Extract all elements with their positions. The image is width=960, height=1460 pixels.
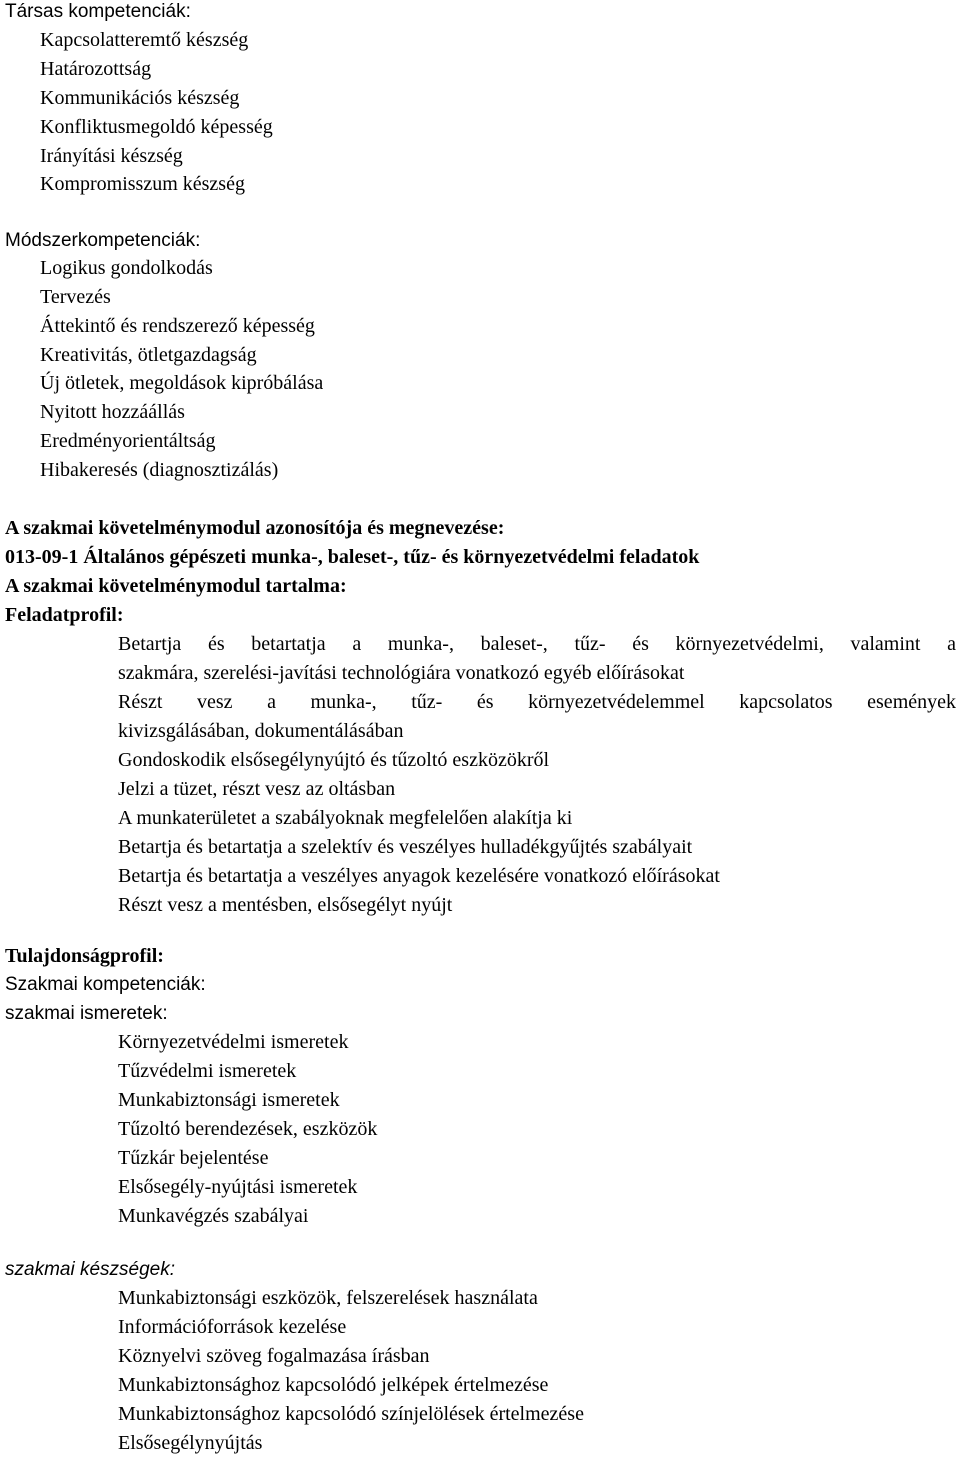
feladatprofil-item: kivizsgálásában, dokumentálásában [118, 720, 404, 742]
feladatprofil-item: Gondoskodik elsősegélynyújtó és tűzoltó eszközökről [118, 749, 550, 771]
ismeret-item: Tűzoltó berendezések, eszközök [118, 1118, 378, 1140]
tarsas-heading: Társas kompetenciák: [5, 1, 191, 22]
modszer-item: Kreativitás, ötletgazdagság [40, 344, 257, 366]
feladatprofil-item: Betartja és betartatja a munka-, baleset-, tűz- és környezetvédelmi, valamint a [118, 633, 956, 655]
modul-id-value: 013-09-1 Általános gépészeti munka-, baleset-, tűz- és környezetvédelmi feladatok [5, 546, 700, 568]
feladatprofil-item: Részt vesz a munka-, tűz- és környezetvédelemmel kapcsolatos események [118, 691, 956, 713]
modul-id-heading: A szakmai követelménymodul azonosítója és megnevezése: [5, 517, 505, 539]
szakmai-kompetenciak-heading: Szakmai kompetenciák: [5, 974, 206, 995]
keszseg-item: Elsősegélynyújtás [118, 1432, 263, 1454]
tulajdonsag-heading: Tulajdonságprofil: [5, 945, 164, 967]
feladatprofil-item: Betartja és betartatja a veszélyes anyagok kezelésére vonatkozó előírásokat [118, 865, 720, 887]
ismeret-item: Munkabiztonsági ismeretek [118, 1089, 340, 1111]
feladatprofil-item: Jelzi a tüzet, részt vesz az oltásban [118, 778, 396, 800]
tarsas-item: Kommunikációs készség [40, 87, 240, 109]
ismeret-item: Környezetvédelmi ismeretek [118, 1031, 349, 1053]
keszseg-item: Munkabiztonsághoz kapcsolódó jelképek értelmezése [118, 1374, 549, 1396]
modul-content-heading: A szakmai követelménymodul tartalma: [5, 575, 347, 597]
ismeret-item: Elsősegély-nyújtási ismeretek [118, 1176, 358, 1198]
modszer-item: Eredményorientáltság [40, 430, 216, 452]
feladatprofil-item: A munkaterületet a szabályoknak megfelelően alakítja ki [118, 807, 573, 829]
tarsas-item: Konfliktusmegoldó képesség [40, 116, 273, 138]
szakmai-ismeretek-heading: szakmai ismeretek: [5, 1003, 168, 1024]
modszer-item: Tervezés [40, 286, 111, 308]
szakmai-keszsegek-heading: szakmai készségek: [5, 1259, 176, 1280]
tarsas-item: Határozottság [40, 58, 152, 80]
ismeret-item: Tűzkár bejelentése [118, 1147, 269, 1169]
keszseg-item: Köznyelvi szöveg fogalmazása írásban [118, 1345, 430, 1367]
feladatprofil-heading: Feladatprofil: [5, 604, 124, 626]
modszer-item: Hibakeresés (diagnosztizálás) [40, 459, 279, 481]
keszseg-item: Munkabiztonsághoz kapcsolódó színjelölések értelmezése [118, 1403, 584, 1425]
tarsas-item: Kompromisszum készség [40, 173, 245, 195]
feladatprofil-item: szakmára, szerelési-javítási technológiára vonatkozó egyéb előírásokat [118, 662, 685, 684]
tarsas-item: Kapcsolatteremtő készség [40, 29, 249, 51]
feladatprofil-item: Részt vesz a mentésben, elsősegélyt nyújt [118, 894, 453, 916]
modszer-item: Áttekintő és rendszerező képesség [40, 315, 315, 337]
tarsas-item: Irányítási készség [40, 145, 183, 167]
ismeret-item: Tűzvédelmi ismeretek [118, 1060, 297, 1082]
ismeret-item: Munkavégzés szabályai [118, 1205, 309, 1227]
modszer-item: Logikus gondolkodás [40, 257, 213, 279]
modszer-item: Új ötletek, megoldások kipróbálása [40, 372, 324, 394]
keszseg-item: Információforrások kezelése [118, 1316, 347, 1338]
feladatprofil-item: Betartja és betartatja a szelektív és veszélyes hulladékgyűjtés szabályait [118, 836, 693, 858]
modszer-heading: Módszerkompetenciák: [5, 230, 201, 251]
modszer-item: Nyitott hozzáállás [40, 401, 185, 423]
keszseg-item: Munkabiztonsági eszközök, felszerelések használata [118, 1287, 538, 1309]
